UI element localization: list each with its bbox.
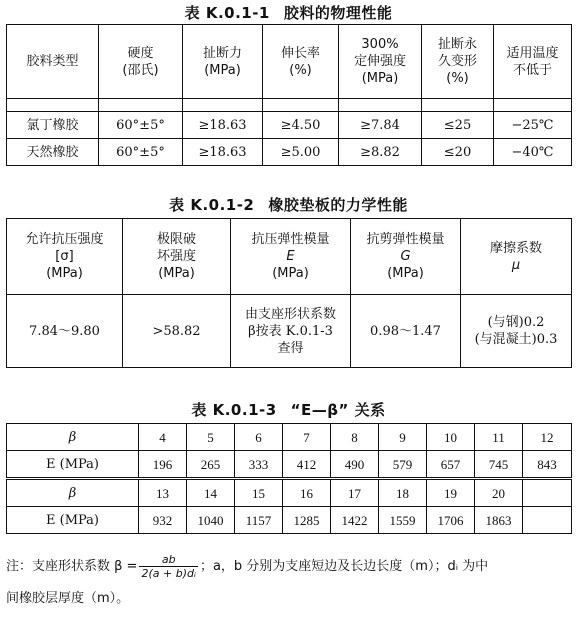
table2-caption-text: 橡胶垫板的力学性能 — [268, 196, 408, 214]
table3-cell: 20 — [475, 479, 523, 507]
table3-cell: 657 — [427, 451, 475, 479]
table3-cell: 1863 — [475, 507, 523, 534]
table3-cell: 745 — [475, 451, 523, 479]
table-row — [7, 451, 572, 479]
footnote-prefix: 注：支座形状系数 β = — [6, 559, 138, 574]
table1-cell: 天然橡胶 — [7, 139, 99, 166]
table2-cell: 由支座形状系数 β按表 K.0.1-3 查得 — [231, 295, 351, 368]
table1-cell: ≥18.63 — [183, 139, 263, 166]
table3-cell: 10 — [427, 424, 475, 451]
e-mpa-label: E (MPa) — [7, 507, 139, 534]
table2-cell: (与钢)0.2 (与混凝土)0.3 — [461, 295, 572, 368]
table3-cell: 1157 — [235, 507, 283, 534]
table3-cell: 5 — [187, 424, 235, 451]
table3-cell: 17 — [331, 479, 379, 507]
table2-caption-number: 表 K.0.1-2 — [169, 196, 255, 214]
table3-cell: 196 — [139, 451, 187, 479]
table1-caption — [0, 2, 577, 23]
table-row — [7, 112, 572, 139]
table2-header-cell: 摩擦系数 μ — [461, 219, 572, 295]
table1-cell: ≥7.84 — [339, 112, 422, 139]
table1-cell: 60°±5° — [99, 112, 183, 139]
table3-caption — [0, 399, 577, 420]
table3-cell: 8 — [331, 424, 379, 451]
rubber-pad-mechanical-table — [6, 218, 572, 368]
footnote — [6, 551, 572, 615]
table3-cell: 1706 — [427, 507, 475, 534]
table1-cell: 60°±5° — [99, 139, 183, 166]
table3-cell: 6 — [235, 424, 283, 451]
table3-cell: 14 — [187, 479, 235, 507]
table1-header-cell: 硬度 (邵氏) — [99, 25, 183, 99]
table3-cell: 932 — [139, 507, 187, 534]
table3-cell: 490 — [331, 451, 379, 479]
table2-cell: >58.82 — [123, 295, 231, 368]
e-mpa-label: E (MPa) — [7, 451, 139, 479]
table1-cell: ≥18.63 — [183, 112, 263, 139]
table2-header-cell: 抗压弹性模量 E (MPa) — [231, 219, 351, 295]
table3-cell: 4 — [139, 424, 187, 451]
table3-cell: 1559 — [379, 507, 427, 534]
table1-header-cell: 伸长率 (%) — [263, 25, 339, 99]
beta-label: β — [7, 424, 139, 451]
table1-header-cell: 胶料类型 — [7, 25, 99, 99]
table1-header-cell: 扯断永 久变形 (%) — [422, 25, 494, 99]
table-row — [7, 479, 572, 507]
table-row — [7, 139, 572, 166]
table3-cell: 13 — [139, 479, 187, 507]
table-row — [7, 424, 572, 451]
table2-header-cell: 极限破 坏强度 (MPa) — [123, 219, 231, 295]
table2-cell: 0.98～1.47 — [351, 295, 461, 368]
table1-header-cell: 300% 定伸强度 (MPa) — [339, 25, 422, 99]
table3-caption-number: 表 K.0.1-3 — [191, 401, 277, 419]
table3-cell: 11 — [475, 424, 523, 451]
table3-cell: 9 — [379, 424, 427, 451]
table1-cell: ≤20 — [422, 139, 494, 166]
table3-cell: 19 — [427, 479, 475, 507]
beta-label: β — [7, 479, 139, 507]
table2-header-cell: 允许抗压强度 [σ] (MPa) — [7, 219, 123, 295]
table3-caption-text: “E—β” 关系 — [290, 401, 386, 419]
table3-cell: 412 — [283, 451, 331, 479]
table3-cell — [523, 507, 572, 534]
table1-cell: 氯丁橡胶 — [7, 112, 99, 139]
table3-cell: 12 — [523, 424, 572, 451]
table3-cell — [523, 479, 572, 507]
table3-cell: 16 — [283, 479, 331, 507]
e-beta-relation-table — [6, 423, 572, 534]
table1-cell: −25℃ — [494, 112, 572, 139]
fraction-numerator: ab — [139, 553, 197, 567]
table1-header-row — [7, 25, 572, 99]
table3-cell: 843 — [523, 451, 572, 479]
table1-header-cell: 扯断力 (MPa) — [183, 25, 263, 99]
table1-cell: ≤25 — [422, 112, 494, 139]
table2-header-row — [7, 219, 572, 295]
table2-cell: 7.84～9.80 — [7, 295, 123, 368]
table3-cell: 1422 — [331, 507, 379, 534]
footnote-text-1: ；a，b 分别为支座短边及长边长度（m）；dᵢ 为中 — [199, 559, 489, 574]
rubber-physical-properties-table — [6, 24, 572, 166]
table1-cell: ≥8.82 — [339, 139, 422, 166]
table3-cell: 579 — [379, 451, 427, 479]
table3-cell: 18 — [379, 479, 427, 507]
table1-caption-text: 胶料的物理性能 — [283, 4, 393, 22]
table2-caption — [0, 194, 577, 215]
table3-cell: 1285 — [283, 507, 331, 534]
table3-cell: 7 — [283, 424, 331, 451]
table3-cell: 333 — [235, 451, 283, 479]
table1-header-cell: 适用温度 不低于 — [494, 25, 572, 99]
table3-cell: 1040 — [187, 507, 235, 534]
table2-header-cell: 抗剪弹性模量 G (MPa) — [351, 219, 461, 295]
table1-caption-number: 表 K.0.1-1 — [184, 4, 270, 22]
shape-factor-fraction — [139, 553, 197, 580]
table-row — [7, 295, 572, 368]
footnote-text-2: 间橡胶层厚度（m）。 — [6, 591, 130, 606]
table1-cell: ≥5.00 — [263, 139, 339, 166]
fraction-denominator: 2(a + b)dᵢ — [141, 567, 196, 580]
table3-cell: 15 — [235, 479, 283, 507]
table-row — [7, 507, 572, 534]
table3-cell: 265 — [187, 451, 235, 479]
table1-spacer-row — [7, 99, 572, 112]
table1-cell: ≥4.50 — [263, 112, 339, 139]
table1-cell: −40℃ — [494, 139, 572, 166]
